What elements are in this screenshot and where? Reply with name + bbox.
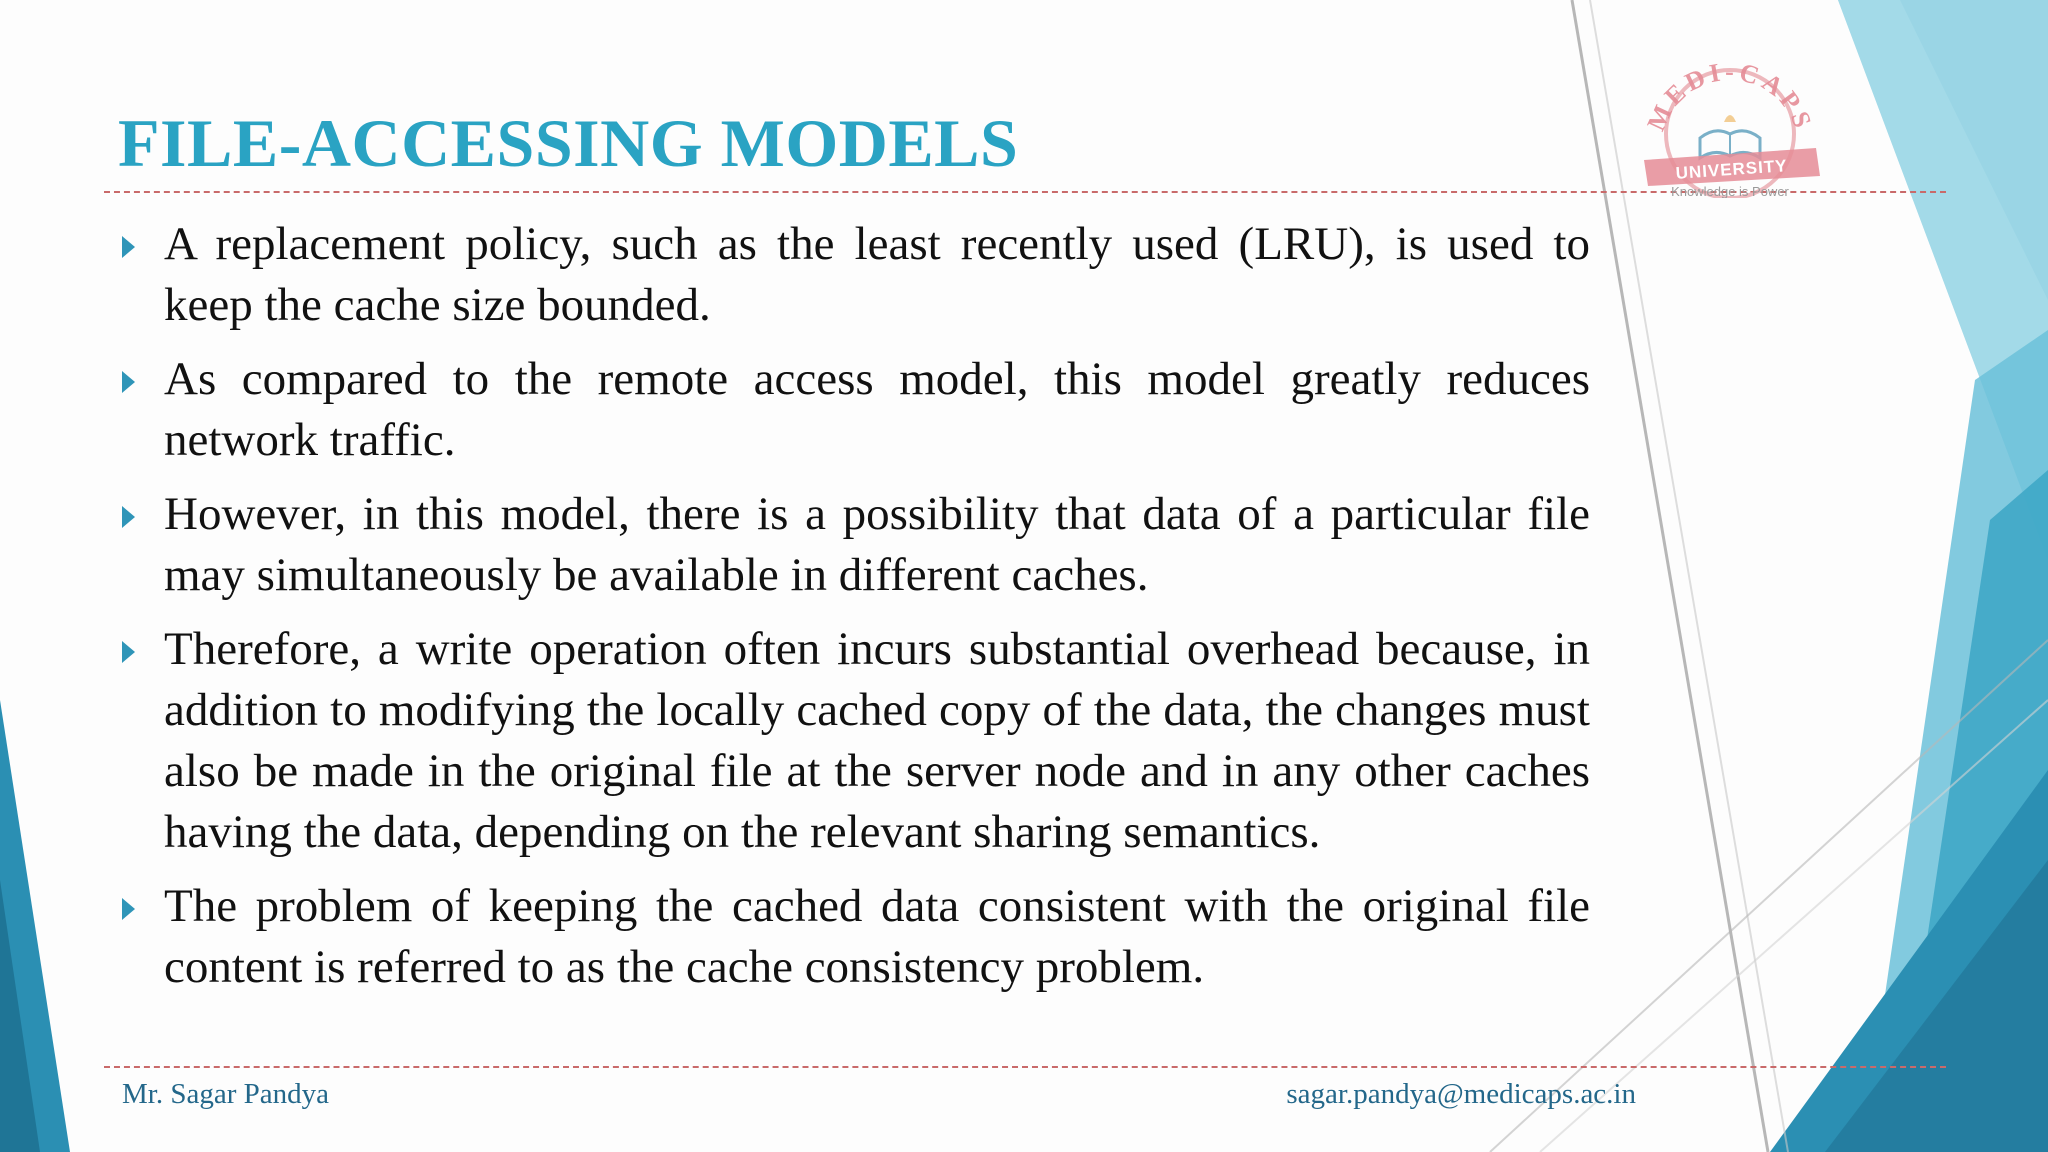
- bullet-item: [118, 214, 1590, 336]
- bullet-text: Therefore, a write operation often incurs substantial overhead because, in addition to modifying the locally cached copy of the data, the changes must also be made in the original file at the server node and in any other caches having the data, depending on the relevant sharing semantics.: [164, 623, 1590, 858]
- slide-title: FILE-ACCESSING MODELS: [118, 105, 1019, 181]
- bullet-item: [118, 619, 1590, 863]
- triangle-bullet-icon: [122, 898, 135, 920]
- footer-author: Mr. Sagar Pandya: [122, 1078, 329, 1110]
- svg-text:MEDI-CAPS: MEDI-CAPS: [1641, 56, 1819, 136]
- footer-divider: [104, 1066, 1946, 1068]
- bullet-text: The problem of keeping the cached data consistent with the original file content is referred to as the cache consistency problem.: [164, 880, 1590, 993]
- svg-text:Knowledge is Power: Knowledge is Power: [1671, 184, 1789, 198]
- bullet-item: [118, 876, 1590, 998]
- bullet-item: [118, 484, 1590, 606]
- university-logo: [1620, 30, 1838, 198]
- svg-text:UNIVERSITY: UNIVERSITY: [1675, 156, 1789, 183]
- triangle-bullet-icon: [122, 371, 135, 393]
- bullet-text: A replacement policy, such as the least recently used (LRU), is used to keep the cache size bounded.: [164, 218, 1590, 331]
- bullet-text: As compared to the remote access model, this model greatly reduces network traffic.: [164, 353, 1590, 466]
- bullet-list: [118, 214, 1590, 1011]
- triangle-bullet-icon: [122, 641, 135, 663]
- bullet-text: However, in this model, there is a possibility that data of a particular file may simultaneously be available in different caches.: [164, 488, 1590, 601]
- triangle-bullet-icon: [122, 236, 135, 258]
- footer-email: sagar.pandya@medicaps.ac.in: [1286, 1078, 1636, 1110]
- bullet-item: [118, 349, 1590, 471]
- triangle-bullet-icon: [122, 506, 135, 528]
